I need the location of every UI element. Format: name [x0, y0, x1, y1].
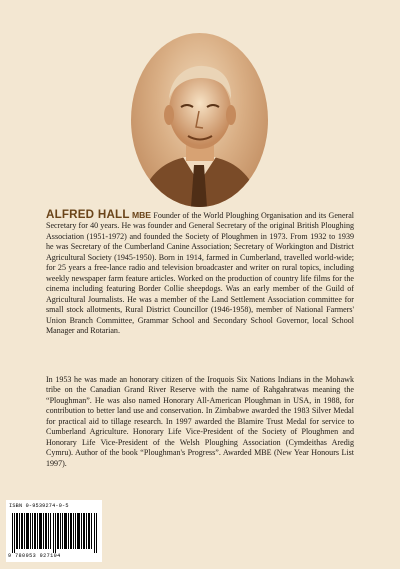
author-portrait — [131, 33, 268, 207]
isbn-number: ISBN 0-9539274-0-5 — [9, 503, 69, 509]
portrait-illustration — [131, 33, 268, 207]
bio-paragraph-1: Founder of the World Ploughing Organisation and its General Secretary for 40 years. He was founder and General Secretary of the original British Ploughing Association (1951-1972) and founded the Society of Ploughmen in 1973. From 1932 to 1939 he was Secretary of the Cumberland Canine Association; Secretary of Workington and District Agricultural Society (1945-1950). Born in 1914, farmed in Cumberland, travelled world-wide; for 25 years a free-lance radio and television broadcaster and writer on rural topics, including weekly newspaper farm feature articles. Worked on the production of country life films for the cinema including featuring Border Collie sheepdogs. Was an early member of the Guild of Agricultural Journalists. He was a member of the Land Settlement Association committee for small stock allotments, Rural District Councillor (1946-1958), member of National Farmers' Union Branch Committee, Grammar School and Secondary School Governor, local School Manager and Rotarian. — [46, 211, 354, 335]
isbn-barcode — [6, 500, 102, 562]
bio-paragraph-2: In 1953 he was made an honorary citizen of the Iroquois Six Nations Indians in the Mohawk tribe on the Canadian Grand River Reserve with the name of Rahgahratwas meaning the “Ploughman”. He was also named Honorary All-American Ploughman in USA, in 1988, for contribution to better land use and conservation. In Zimbabwe awarded the 1983 Silver Medal for practical aid to tillage research. In 1997 awarded the Blamire Trust Medal for service to Cumberland Agriculture. Honorary Life Vice-President of the Society of Ploughmen and Honorary Life Vice-President of the Welsh Ploughing Association (Cymdeithas Aredig Cymru). Author of the book “Ploughman's Progress”. Awarded MBE (New Year Honours List 1997). — [46, 375, 354, 468]
barcode-digits: 9 780953 927104 — [8, 553, 61, 559]
author-honour: MBE — [131, 210, 152, 220]
author-biography — [46, 210, 354, 336]
author-name: ALFRED HALL — [46, 208, 130, 221]
barcode-bars — [12, 513, 98, 553]
